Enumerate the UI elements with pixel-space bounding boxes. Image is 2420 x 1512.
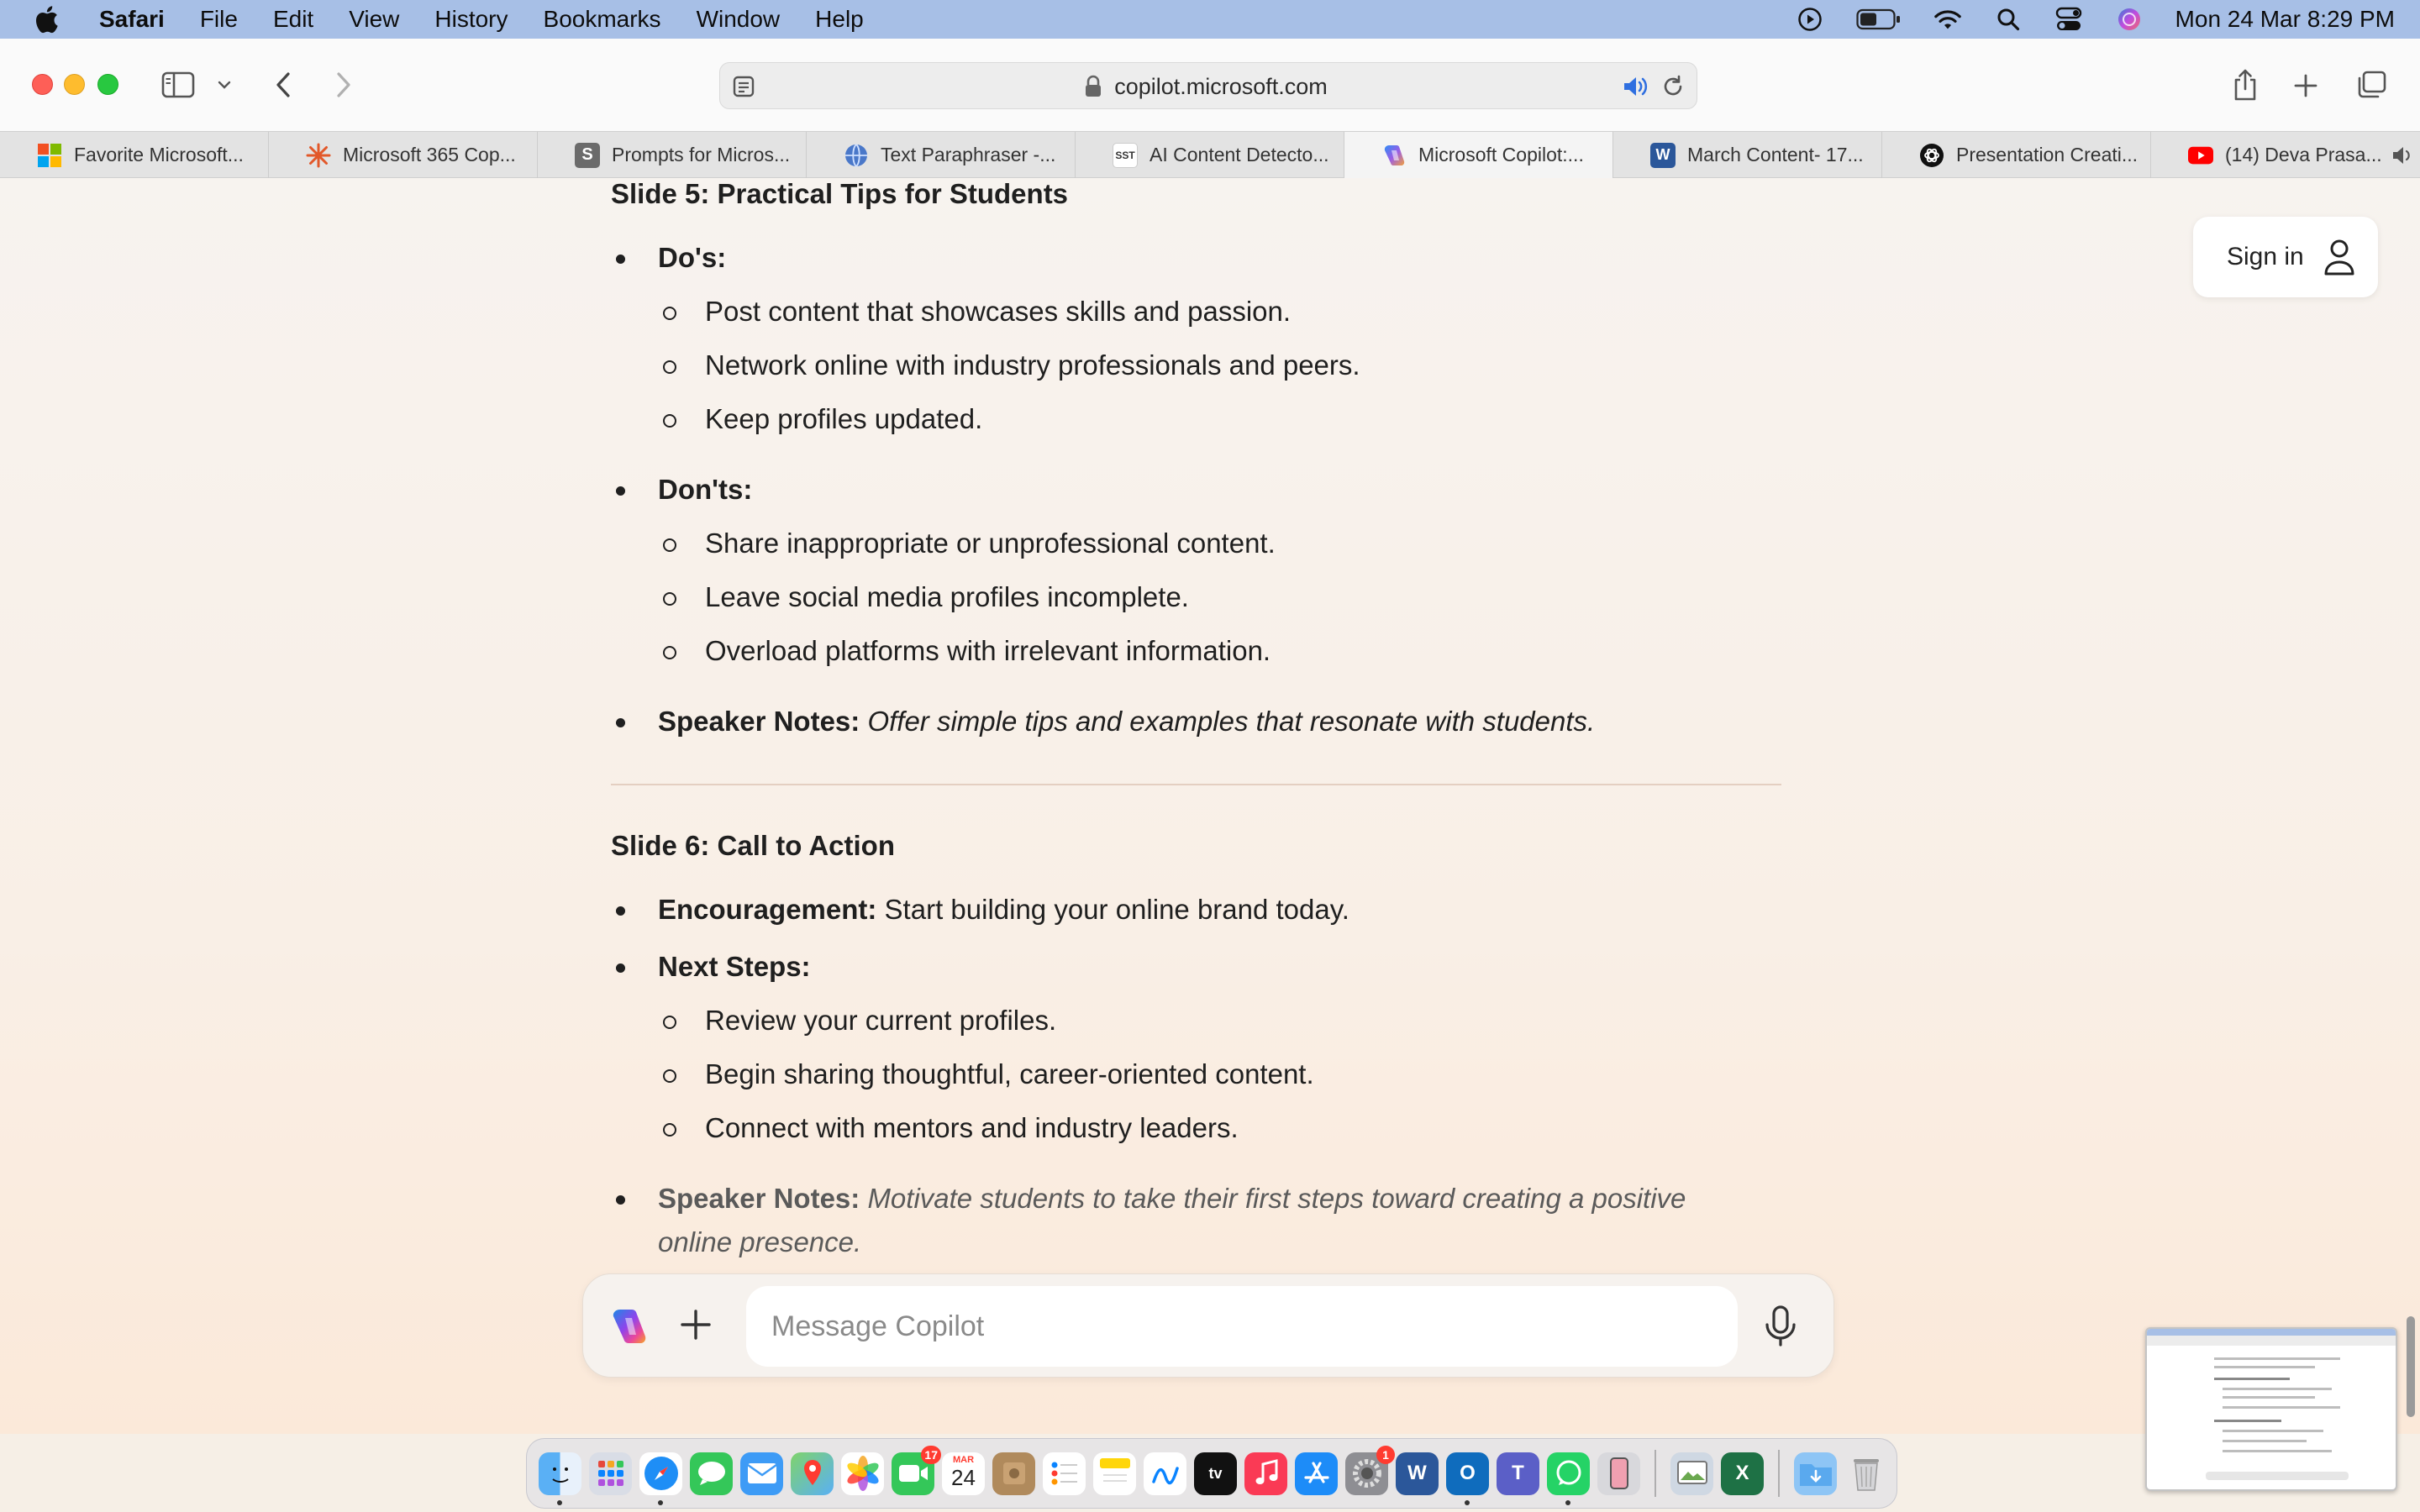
reminders-icon[interactable]	[1043, 1452, 1086, 1495]
message-input[interactable]	[746, 1286, 1738, 1367]
calendar-month: MAR	[952, 1454, 975, 1465]
menu-bar	[0, 0, 2420, 39]
encouragement-item	[658, 894, 1349, 926]
tab-label: Presentation Creati...	[1956, 144, 2139, 165]
globe-icon	[844, 143, 869, 168]
running-indicator	[1465, 1500, 1470, 1505]
screenshot-thumbnail[interactable]	[2145, 1327, 2397, 1491]
tab-label: Microsoft Copilot:...	[1418, 144, 1584, 165]
tab-label: Microsoft 365 Cop...	[343, 144, 516, 165]
running-indicator	[557, 1500, 562, 1505]
address-bar[interactable]	[719, 62, 1697, 109]
message-composer	[582, 1273, 1834, 1378]
speaker-notes-text: Offer simple tips and examples that resonate with students.	[867, 706, 1596, 737]
calendar-icon[interactable]	[942, 1452, 985, 1495]
facetime-icon[interactable]	[892, 1447, 938, 1495]
s-letter-icon: S	[575, 143, 600, 168]
menu-bookmarks[interactable]: Bookmarks	[543, 6, 661, 32]
music-icon[interactable]	[1244, 1452, 1287, 1495]
tab-ai-content-detector[interactable]	[1076, 132, 1344, 178]
dos-item: Post content that showcases skills and passion.	[705, 296, 1292, 327]
spotlight-search-icon[interactable]	[1994, 5, 2023, 34]
tab-label: (14) Deva Prasa...	[2225, 144, 2382, 165]
preview-icon[interactable]	[1670, 1452, 1713, 1495]
tab-label: Favorite Microsoft...	[74, 144, 244, 165]
section-divider	[611, 784, 1781, 785]
donts-item: Share inappropriate or unprofessional content.	[705, 528, 1276, 559]
messages-icon[interactable]	[690, 1452, 733, 1495]
microsoft-excel-icon[interactable]: X	[1721, 1452, 1764, 1495]
microsoft-word-icon[interactable]: W	[1396, 1452, 1439, 1495]
slide-6-speaker-notes	[658, 1183, 1686, 1215]
menu-edit[interactable]: Edit	[272, 6, 314, 32]
person-icon	[2323, 239, 2356, 276]
back-arrow-icon[interactable]	[271, 69, 296, 101]
dock	[526, 1438, 1897, 1509]
tab-microsoft-copilot[interactable]	[1344, 132, 1613, 178]
next-step-item: Begin sharing thoughtful, career-oriented content.	[705, 1058, 1314, 1089]
tab-label: Prompts for Micros...	[612, 144, 791, 165]
new-tab-plus-icon[interactable]	[2291, 71, 2321, 101]
dos-item: Keep profiles updated.	[705, 403, 983, 434]
menu-view[interactable]: View	[349, 6, 400, 32]
donts-heading: Don'ts:	[658, 474, 753, 505]
menu-window[interactable]: Window	[696, 6, 781, 32]
safari-icon[interactable]	[639, 1452, 682, 1495]
encouragement-text: Start building your online brand today.	[884, 894, 1349, 925]
dos-heading: Do's:	[658, 242, 727, 273]
iphone-mirroring-icon[interactable]	[1597, 1452, 1640, 1495]
sidebar-toggle-icon[interactable]	[161, 71, 195, 99]
sign-in-label: Sign in	[2227, 243, 2304, 270]
asterisk-icon	[306, 143, 331, 168]
notes-icon[interactable]	[1093, 1452, 1136, 1495]
slide-5-speaker-notes	[658, 706, 1595, 738]
youtube-icon	[2188, 143, 2213, 168]
word-icon: W	[1650, 143, 1676, 168]
slide-5-title: Slide 5: Practical Tips for Students	[611, 178, 1069, 209]
menu-file[interactable]: File	[199, 6, 238, 32]
copilot-logo-icon[interactable]	[608, 1306, 649, 1347]
dos-item: Network online with industry professionals and peers.	[705, 349, 1360, 381]
page-scrollbar[interactable]	[2402, 178, 2418, 1434]
trash-icon[interactable]	[1844, 1452, 1887, 1495]
microphone-icon[interactable]	[1761, 1305, 1800, 1348]
tab-deva-prasad-youtube[interactable]	[2151, 132, 2420, 178]
tab-label: AI Content Detecto...	[1150, 144, 1329, 165]
photos-icon[interactable]	[841, 1452, 884, 1495]
url-text[interactable]: copilot.microsoft.com	[1114, 74, 1328, 99]
notification-badge: 1	[1376, 1446, 1395, 1464]
mail-icon[interactable]	[740, 1452, 783, 1495]
menu-safari[interactable]: Safari	[99, 6, 165, 32]
microsoft-teams-icon[interactable]: T	[1497, 1452, 1539, 1495]
battery-icon[interactable]	[1856, 5, 1902, 34]
freeform-icon[interactable]	[1144, 1452, 1186, 1495]
encouragement-label: Encouragement:	[658, 894, 877, 925]
reload-icon[interactable]	[1660, 73, 1686, 100]
notification-badge: 17	[921, 1446, 941, 1464]
speaker-audio-icon[interactable]	[1621, 73, 1649, 100]
slide-6-title: Slide 6: Call to Action	[611, 830, 895, 861]
dock-separator	[1655, 1450, 1656, 1497]
close-window-button[interactable]	[32, 74, 53, 95]
running-indicator	[658, 1500, 663, 1505]
minimize-window-button[interactable]	[64, 74, 85, 95]
donts-item: Leave social media profiles incomplete.	[705, 581, 1189, 612]
sst-icon: SST	[1113, 143, 1138, 168]
microsoft-logo-icon	[37, 143, 62, 168]
tab-presentation-creation[interactable]	[1882, 132, 2151, 178]
system-settings-icon[interactable]	[1345, 1447, 1389, 1495]
running-indicator	[1565, 1500, 1570, 1505]
scrollbar-thumb[interactable]	[2407, 1316, 2415, 1417]
speaker-notes-text-continued: online presence.	[658, 1226, 862, 1257]
dock-separator	[1778, 1450, 1780, 1497]
speaker-notes-text: Motivate students to take their first steps toward creating a positive	[867, 1183, 1686, 1214]
menu-history[interactable]: History	[434, 6, 508, 32]
app-store-icon[interactable]	[1295, 1452, 1338, 1495]
tab-microsoft-365-copilot[interactable]	[269, 132, 538, 178]
calendar-day: 24	[951, 1464, 976, 1490]
speaker-notes-label: Speaker Notes:	[658, 706, 860, 737]
tab-text-paraphraser[interactable]	[807, 132, 1076, 178]
tab-march-content[interactable]	[1613, 132, 1882, 178]
tab-audio-icon[interactable]	[2390, 144, 2415, 167]
apple-menu-icon[interactable]	[34, 5, 59, 34]
wifi-icon[interactable]	[1933, 5, 1962, 34]
share-icon[interactable]	[2230, 67, 2260, 102]
microsoft-outlook-icon[interactable]: O	[1446, 1452, 1489, 1495]
openai-icon	[1919, 143, 1944, 168]
menu-clock[interactable]: Mon 24 Mar 8:29 PM	[2175, 6, 2395, 32]
next-step-item: Review your current profiles.	[705, 1005, 1057, 1036]
play-circle-icon[interactable]	[1796, 5, 1824, 34]
copilot-icon	[1381, 143, 1407, 168]
next-steps-heading: Next Steps:	[658, 951, 811, 982]
downloads-folder-icon[interactable]	[1794, 1452, 1837, 1495]
tab-label: Text Paraphraser -...	[881, 144, 1056, 165]
control-center-icon[interactable]	[2054, 5, 2083, 34]
tab-bar	[0, 131, 2420, 178]
tab-prompts-for-microsoft[interactable]	[538, 132, 807, 178]
add-attachment-plus-icon[interactable]	[676, 1305, 716, 1345]
copilot-conversation	[0, 178, 2420, 1434]
sign-in-button[interactable]	[2193, 217, 2378, 297]
menu-help[interactable]: Help	[815, 6, 864, 32]
zoom-window-button[interactable]	[97, 74, 118, 95]
launchpad-icon[interactable]	[589, 1452, 632, 1495]
whatsapp-icon[interactable]	[1547, 1452, 1590, 1495]
forward-arrow-icon[interactable]	[331, 69, 356, 101]
notes-folder-icon[interactable]	[992, 1452, 1035, 1495]
tab-favorite-microsoft[interactable]	[0, 132, 269, 178]
speaker-notes-label: Speaker Notes:	[658, 1183, 860, 1214]
browser-toolbar	[0, 39, 2420, 131]
maps-icon[interactable]	[791, 1452, 834, 1495]
siri-icon[interactable]	[2115, 5, 2144, 34]
finder-icon[interactable]	[539, 1452, 581, 1495]
tab-label: March Content- 17...	[1687, 144, 1864, 165]
chevron-down-icon[interactable]	[215, 76, 234, 94]
next-step-item: Connect with mentors and industry leaders.	[705, 1112, 1239, 1143]
donts-item: Overload platforms with irrelevant information.	[705, 635, 1271, 666]
apple-tv-icon[interactable]: tv	[1194, 1452, 1237, 1495]
tab-overview-icon[interactable]	[2354, 69, 2388, 101]
